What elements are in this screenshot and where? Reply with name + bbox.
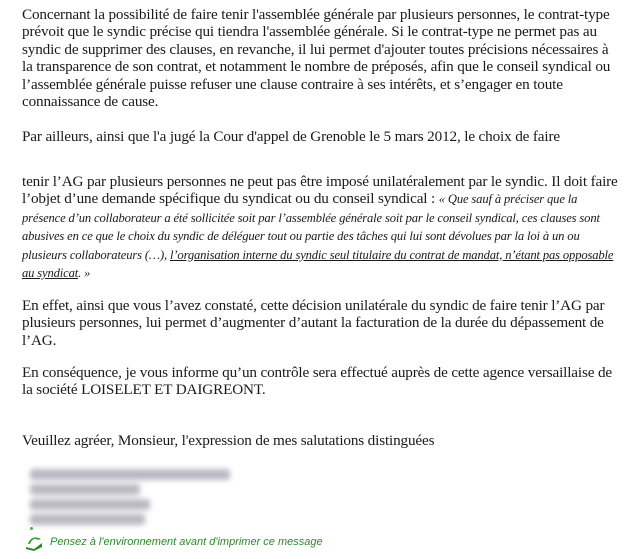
paragraph-syndic-text: tenir l’AG par plusieurs personnes ne peut pas être imposé unilatéralement par le syndic. Il doit faire l’objet d’une demande spécifique du syndicat ou du conseil syndical : xyxy=(22,173,618,208)
paragraph-assemblee: Concernant la possibilité de faire tenir l'assemblée générale par plusieurs personnes, le contrat-type prévoit que le syndic précise qui tiendra l'assemblée générale. Si le contrat-type ne permet pas au syndic de supprimer des clauses, en revanche, il lui permet d'ajouter toutes précisions nécessaires à la transparence de son contrat, et notamment le nombre de préposés, afin que le conseil syndical ou l’assemblée générale puisse refuser une clause contraire à ses intérêts, et s’engager en toute connaissance de cause. xyxy=(22,6,611,111)
decorative-dot xyxy=(30,527,33,530)
signature-line xyxy=(30,514,145,525)
court-quote-underlined: l’organisation interne du syndic seul titulaire du contrat de mandat, n’étant pas opposable au syndicat xyxy=(22,247,614,281)
paragraph-grenoble: Par ailleurs, ainsi que l'a jugé la Cour d'appel de Grenoble le 5 mars 2012, le choix de faire xyxy=(22,128,560,145)
eco-footer xyxy=(24,533,323,551)
recycle-icon xyxy=(24,533,44,551)
court-quote-end: . » xyxy=(78,266,91,281)
court-quote-text: « Que sauf à préciser que la présence d’un collaborateur a été sollicitée soit par l’assemblée générale soit par le conseil syndical, ces clauses sont abusives en ce que le choix du syndic de déléguer tout ou partie des tâches qui lui sont dévolues par la loi à un ou plusieurs collaborateurs (…), xyxy=(22,192,600,262)
paragraph-syndic-quote xyxy=(22,173,622,282)
paragraph-facturation: En effet, ainsi que vous l’avez constaté, cette décision unilatérale du syndic de faire tenir l’AG par plusieurs personnes, lui permet d’augmenter d’autant la facturation de la durée du dépassement de l’AG. xyxy=(22,297,605,349)
blurred-signature-block xyxy=(30,465,240,529)
signature-line xyxy=(30,469,230,480)
closing-salutation: Veuillez agréer, Monsieur, l'expression de mes salutations distinguées xyxy=(22,432,435,449)
signature-line xyxy=(30,499,150,510)
signature-line xyxy=(30,484,140,495)
eco-footer-text: Pensez à l'environnement avant d'imprimer ce message xyxy=(50,536,323,548)
paragraph-controle: En conséquence, je vous informe qu’un contrôle sera effectué auprès de cette agence versaillaise de la société LOISELET ET DAIGREONT. xyxy=(22,364,612,399)
